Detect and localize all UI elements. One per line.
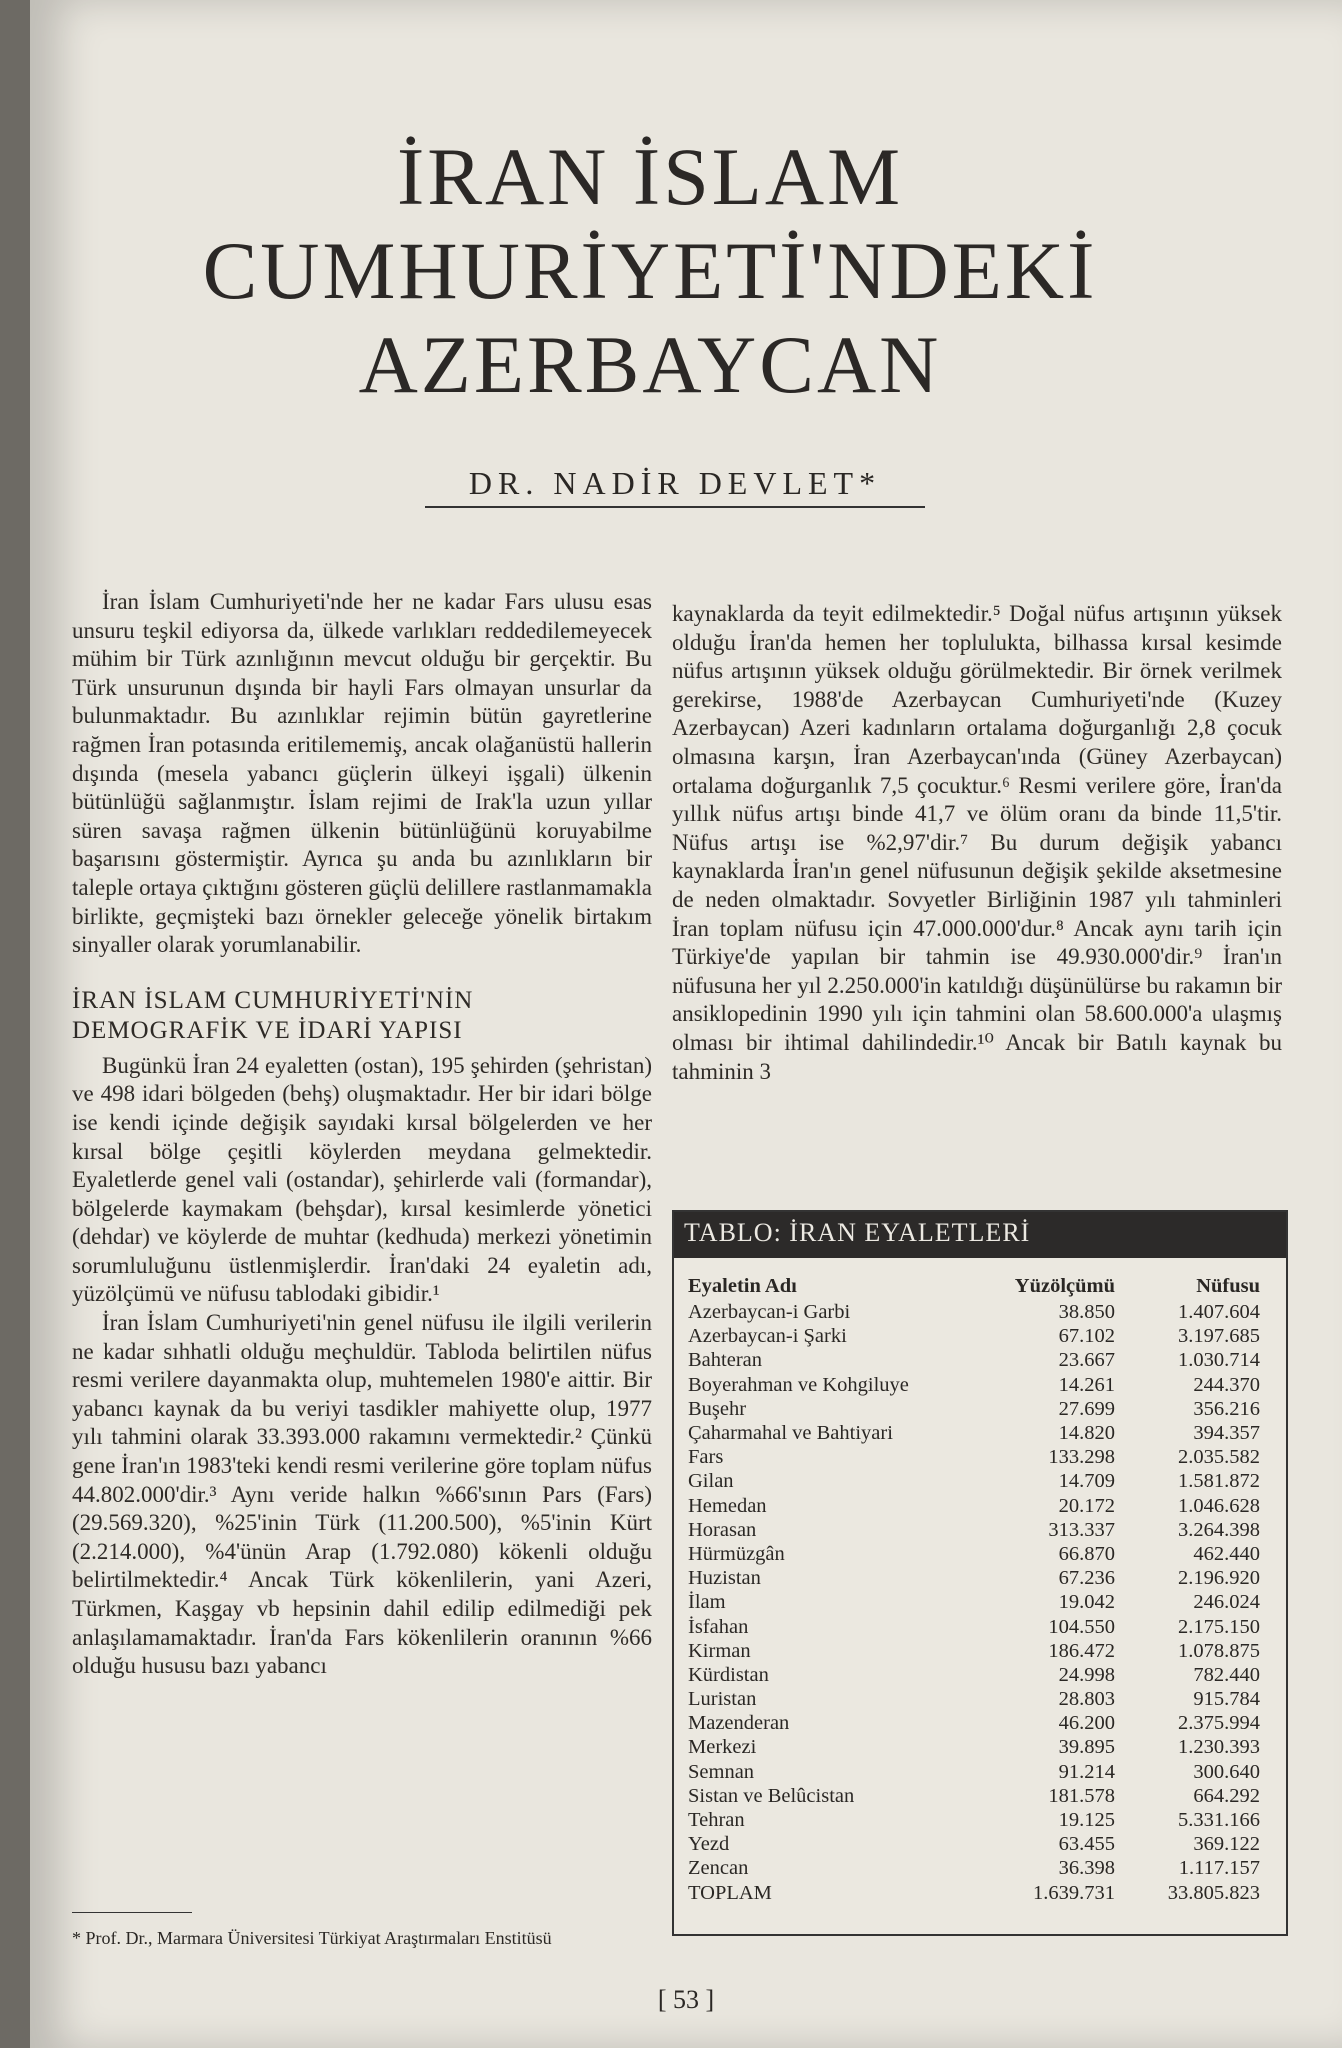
population-paragraph: İran İslam Cumhuriyeti'nin genel nüfusu ile ilgili verilerin ne kadar sıhhatli olduğu meçhuldür. Tabloda belirtilen nüfus resmi verilere dayanmakta olup, muhtemelen 1980'e aittir. Bir yabancı kaynak da bu veriyi tasdikler mahiyette olup, 1977 yılı tahmini olarak 33.393.000 rakamını vermektedir.² Çünkü gene İran'ın 1983'teki kendi resmi verilerine göre toplam nüfus 44.802.000'dir.³ Aynı veride halkın %66'sının Pars (Fars) (29.569.320), %25'inin Türk (11.200.500), %5'inin Kürt (2.214.000), %4'ünün Arap (1.792.080) kökenli olduğu belirtilmektedir.⁴ Ancak Türk kökenlilerin, yani Azeri, Türkmen, Kaşgay vb hepsinin dahil edilip edilmediği pek anlaşılamamaktadır. İran'da Fars kökenlilerin oranının %66 olduğu hususu bazı yabancı: [72, 1310, 652, 1679]
left-column: [72, 588, 652, 1681]
table-row: [688, 1760, 1274, 1784]
population-cell: 244.370: [1193, 1373, 1260, 1396]
province-name-cell: Sistan ve Belûcistan: [688, 1784, 855, 1807]
area-cell: 28.803: [1058, 1688, 1115, 1711]
province-name-cell: Fars: [688, 1446, 724, 1469]
area-cell: 19.125: [1058, 1809, 1115, 1832]
population-cell: 2.375.994: [1178, 1712, 1260, 1735]
area-cell: 14.261: [1058, 1373, 1115, 1396]
section-heading-line-2: DEMOGRAFİK VE İDARİ YAPISI: [72, 1016, 463, 1044]
province-name-cell: Semnan: [688, 1760, 755, 1783]
table-row: [688, 1300, 1274, 1324]
table-row: [688, 1566, 1274, 1590]
area-cell: 36.398: [1058, 1857, 1115, 1880]
population-cell: 1.030.714: [1178, 1349, 1260, 1372]
province-name-cell: Hürmüzgân: [688, 1542, 785, 1565]
table-row: [688, 1808, 1274, 1832]
table-row: [688, 1421, 1274, 1445]
table-row: [688, 1494, 1274, 1518]
area-cell: 20.172: [1058, 1494, 1115, 1517]
population-cell: 1.117.157: [1178, 1857, 1260, 1880]
population-cell: 2.035.582: [1178, 1446, 1260, 1469]
table-row: [688, 1542, 1274, 1566]
area-cell: 14.709: [1058, 1470, 1115, 1493]
table-total-row: [688, 1881, 1274, 1905]
column-header-name: Eyaletin Adı: [688, 1274, 797, 1297]
area-cell: 133.298: [1048, 1446, 1115, 1469]
population-cell: 356.216: [1193, 1397, 1260, 1420]
area-cell: 38.850: [1058, 1301, 1115, 1324]
right-column: [672, 600, 1282, 1086]
section-heading: [72, 986, 652, 1046]
page-number: [ 53 ]: [657, 1985, 715, 2014]
province-name-cell: Huzistan: [688, 1567, 761, 1590]
population-cell: 246.024: [1193, 1591, 1260, 1614]
column-header-area: Yüzölçümü: [1014, 1274, 1115, 1297]
population-cell: 2.175.150: [1178, 1615, 1260, 1638]
table-row: [688, 1663, 1274, 1687]
population-cell: 462.440: [1193, 1542, 1260, 1565]
population-cell: 1.078.875: [1178, 1639, 1260, 1662]
intro-paragraph: İran İslam Cumhuriyeti'nde her ne kadar Fars ulusu esas unsuru teşkil ediyorsa da, ülkede varlıkları reddedilemeyecek mühim bir Türk azınlığının mevcut olduğu bir gerçektir. Bu Türk unsurunun dışında bir hayli Fars olmayan unsurlar da bulunmaktadır. Bu azınlıklar rejimin bütün gayretlerine rağmen İran potasında eritilememiş, ancak olağanüstü hallerin dışında (mesela yabancı güçlerin ülkeyi işgali) ülkenin bütünlüğü sağlanmıştır. İslam rejimi de Irak'la uzun yıllar süren savaşa rağmen ülkenin bütünlüğünü koruyabilme başarısını göstermiştir. Ayrıca şu anda bu azınlıkların bir taleple ortaya çıktığını gösteren güçlü delillere rastlanmamakla birlikte, geçmişteki bazı örnekler geleceğe yönelik birtakım sinyaller olarak yorumlanabilir.: [72, 589, 652, 958]
table-row: [688, 1590, 1274, 1614]
population-cell: 915.784: [1193, 1688, 1260, 1711]
area-cell: 104.550: [1048, 1615, 1115, 1638]
provinces-table: [688, 1272, 1274, 1905]
province-name-cell: Yezd: [688, 1833, 730, 1856]
table-row: [688, 1639, 1274, 1663]
population-cell: 2.196.920: [1178, 1567, 1260, 1590]
area-cell: 46.200: [1058, 1712, 1115, 1735]
table-row: [688, 1518, 1274, 1542]
provinces-table-box: [672, 1210, 1288, 1936]
table-heading: TABLO: İRAN EYALETLERİ: [674, 1212, 1286, 1258]
footnote-divider: [72, 1912, 192, 1913]
table-row: [688, 1856, 1274, 1880]
province-name-cell: Bahteran: [688, 1349, 762, 1372]
population-cell: 1.230.393: [1178, 1736, 1260, 1759]
population-cell: 369.122: [1193, 1833, 1260, 1856]
population-cell: 5.331.166: [1178, 1809, 1260, 1832]
population-cell: 1.046.628: [1178, 1494, 1260, 1517]
province-name-cell: Çaharmahal ve Bahtiyari: [688, 1422, 893, 1445]
author-byline: DR. NADİR DEVLET*: [425, 465, 925, 508]
footnote: * Prof. Dr., Marmara Üniversitesi Türkiyat Araştırmaları Enstitüsü: [72, 1928, 552, 1948]
province-name-cell: Merkezi: [688, 1736, 757, 1759]
population-cell: 3.197.685: [1178, 1325, 1260, 1348]
province-name-cell: Boyerahman ve Kohgiluye: [688, 1373, 909, 1396]
area-cell: 66.870: [1058, 1542, 1115, 1565]
area-cell: 19.042: [1058, 1591, 1115, 1614]
section-heading-line-1: İRAN İSLAM CUMHURİYETİ'NİN: [72, 986, 474, 1014]
table-row: [688, 1373, 1274, 1397]
area-cell: 91.214: [1058, 1760, 1115, 1783]
population-cell: 1.581.872: [1178, 1470, 1260, 1493]
population-cell: 782.440: [1193, 1663, 1260, 1686]
province-name-cell: Hemedan: [688, 1494, 767, 1517]
table-header-row: [688, 1272, 1274, 1300]
province-name-cell: Mazenderan: [688, 1712, 790, 1735]
area-cell: 181.578: [1048, 1784, 1115, 1807]
area-cell: 186.472: [1048, 1639, 1115, 1662]
table-row: [688, 1614, 1274, 1638]
area-cell: 39.895: [1058, 1736, 1115, 1759]
population-cell: 664.292: [1193, 1784, 1260, 1807]
table-row: [688, 1784, 1274, 1808]
magazine-page: [30, 0, 1342, 2048]
title-line-2: CUMHURİYETİ'NDEKİ: [202, 225, 1098, 316]
article-title: [150, 130, 1150, 412]
province-name-cell: Horasan: [688, 1518, 757, 1541]
population-cell: 1.407.604: [1178, 1301, 1260, 1324]
table-body: [688, 1300, 1274, 1905]
area-cell: 63.455: [1058, 1833, 1115, 1856]
column-header-population: Nüfusu: [1196, 1274, 1260, 1297]
province-name-cell: Azerbaycan-i Şarki: [688, 1325, 847, 1348]
title-line-3: AZERBAYCAN: [358, 319, 942, 410]
admin-structure-paragraph: Bugünkü İran 24 eyaletten (ostan), 195 şehirden (şehristan) ve 498 idari bölgeden (behş) oluşmaktadır. Her bir idari bölge ise kendi içinde değişik sayıdaki kırsal bölgelerden ve her kırsal bölge çeşitli köylerden meydana gelmektedir. Eyaletlerde genel vali (ostandar), şehirlerde vali (formandar), bölgelerde kaymakam (behşdar), kırsal kesimlerde yönetici (dehdar) ve köylerde de muhtar (kedhuda) merkezi yönetimin sorumluluğunu üstlenmişlerdir. İran'daki 24 eyaletin adı, yüzölçümü ve nüfusu tablodaki gibidir.¹: [72, 1052, 652, 1307]
population-cell: 394.357: [1193, 1422, 1260, 1445]
table-row: [688, 1348, 1274, 1372]
population-cell: 3.264.398: [1178, 1518, 1260, 1541]
table-row: [688, 1832, 1274, 1856]
table-row: [688, 1735, 1274, 1759]
province-name-cell: Buşehr: [688, 1397, 747, 1420]
continuation-paragraph: kaynaklarda da teyit edilmektedir.⁵ Doğal nüfus artışının yüksek olduğu İran'da hemen her toplulukta, bilhassa kırsal kesimde nüfus artışının yüksek olduğu görülmektedir. Bir örnek verilmek gerekirse, 1988'de Azerbaycan Cumhuriyeti'nde (Kuzey Azerbaycan) Azeri kadınların ortalama doğurganlığı 2,8 çocuk olmasına karşın, İran Azerbaycan'ında (Güney Azerbaycan) ortalama doğurganlık 7,5 çocuktur.⁶ Resmi verilere göre, İran'da yıllık nüfus artışı binde 41,7 ve ölüm oranı da binde 11,5'tir. Nüfus artışı ise %2,97'dir.⁷ Bu durum değişik yabancı kaynaklarda İran'ın genel nüfusunun değişik şekilde aksetmesine de neden olmaktadır. Sovyetler Birliğinin 1987 yılı tahminleri İran toplam nüfusu için 47.000.000'dur.⁸ Ancak aynı tarih için Türkiye'de yapılan bir tahmin ise 49.930.000'dir.⁹ İran'ın nüfusuna her yıl 2.250.000'in katıldığı düşünülürse bu rakamın bir ansiklopedinin 1990 yılı için tahmini olan 58.600.000'a ulaşmış olması bir ihtimal dahilindedir.¹⁰ Ancak bir Batılı kaynak bu tahminin 3: [672, 601, 1282, 1084]
area-cell: 67.102: [1058, 1325, 1115, 1348]
total-population-cell: 33.805.823: [1167, 1881, 1260, 1904]
area-cell: 14.820: [1058, 1422, 1115, 1445]
area-cell: 24.998: [1058, 1663, 1115, 1686]
province-name-cell: İlam: [688, 1591, 726, 1614]
province-name-cell: Zencan: [688, 1857, 749, 1880]
province-name-cell: Azerbaycan-i Garbi: [688, 1301, 851, 1324]
province-name-cell: Gilan: [688, 1470, 734, 1493]
table-row: [688, 1687, 1274, 1711]
province-name-cell: Kürdistan: [688, 1663, 769, 1686]
table-row: [688, 1711, 1274, 1735]
province-name-cell: Kirman: [688, 1639, 751, 1662]
total-area-cell: 1.639.731: [1033, 1881, 1115, 1904]
table-row: [688, 1397, 1274, 1421]
province-name-cell: İsfahan: [688, 1615, 749, 1638]
table-row: [688, 1324, 1274, 1348]
table-row: [688, 1445, 1274, 1469]
area-cell: 313.337: [1048, 1518, 1115, 1541]
total-label-cell: TOPLAM: [688, 1881, 772, 1904]
population-cell: 300.640: [1193, 1760, 1260, 1783]
title-line-1: İRAN İSLAM: [396, 131, 904, 222]
table-row: [688, 1469, 1274, 1493]
area-cell: 23.667: [1058, 1349, 1115, 1372]
province-name-cell: Tehran: [688, 1809, 745, 1832]
area-cell: 27.699: [1058, 1397, 1115, 1420]
area-cell: 67.236: [1058, 1567, 1115, 1590]
province-name-cell: Luristan: [688, 1688, 757, 1711]
